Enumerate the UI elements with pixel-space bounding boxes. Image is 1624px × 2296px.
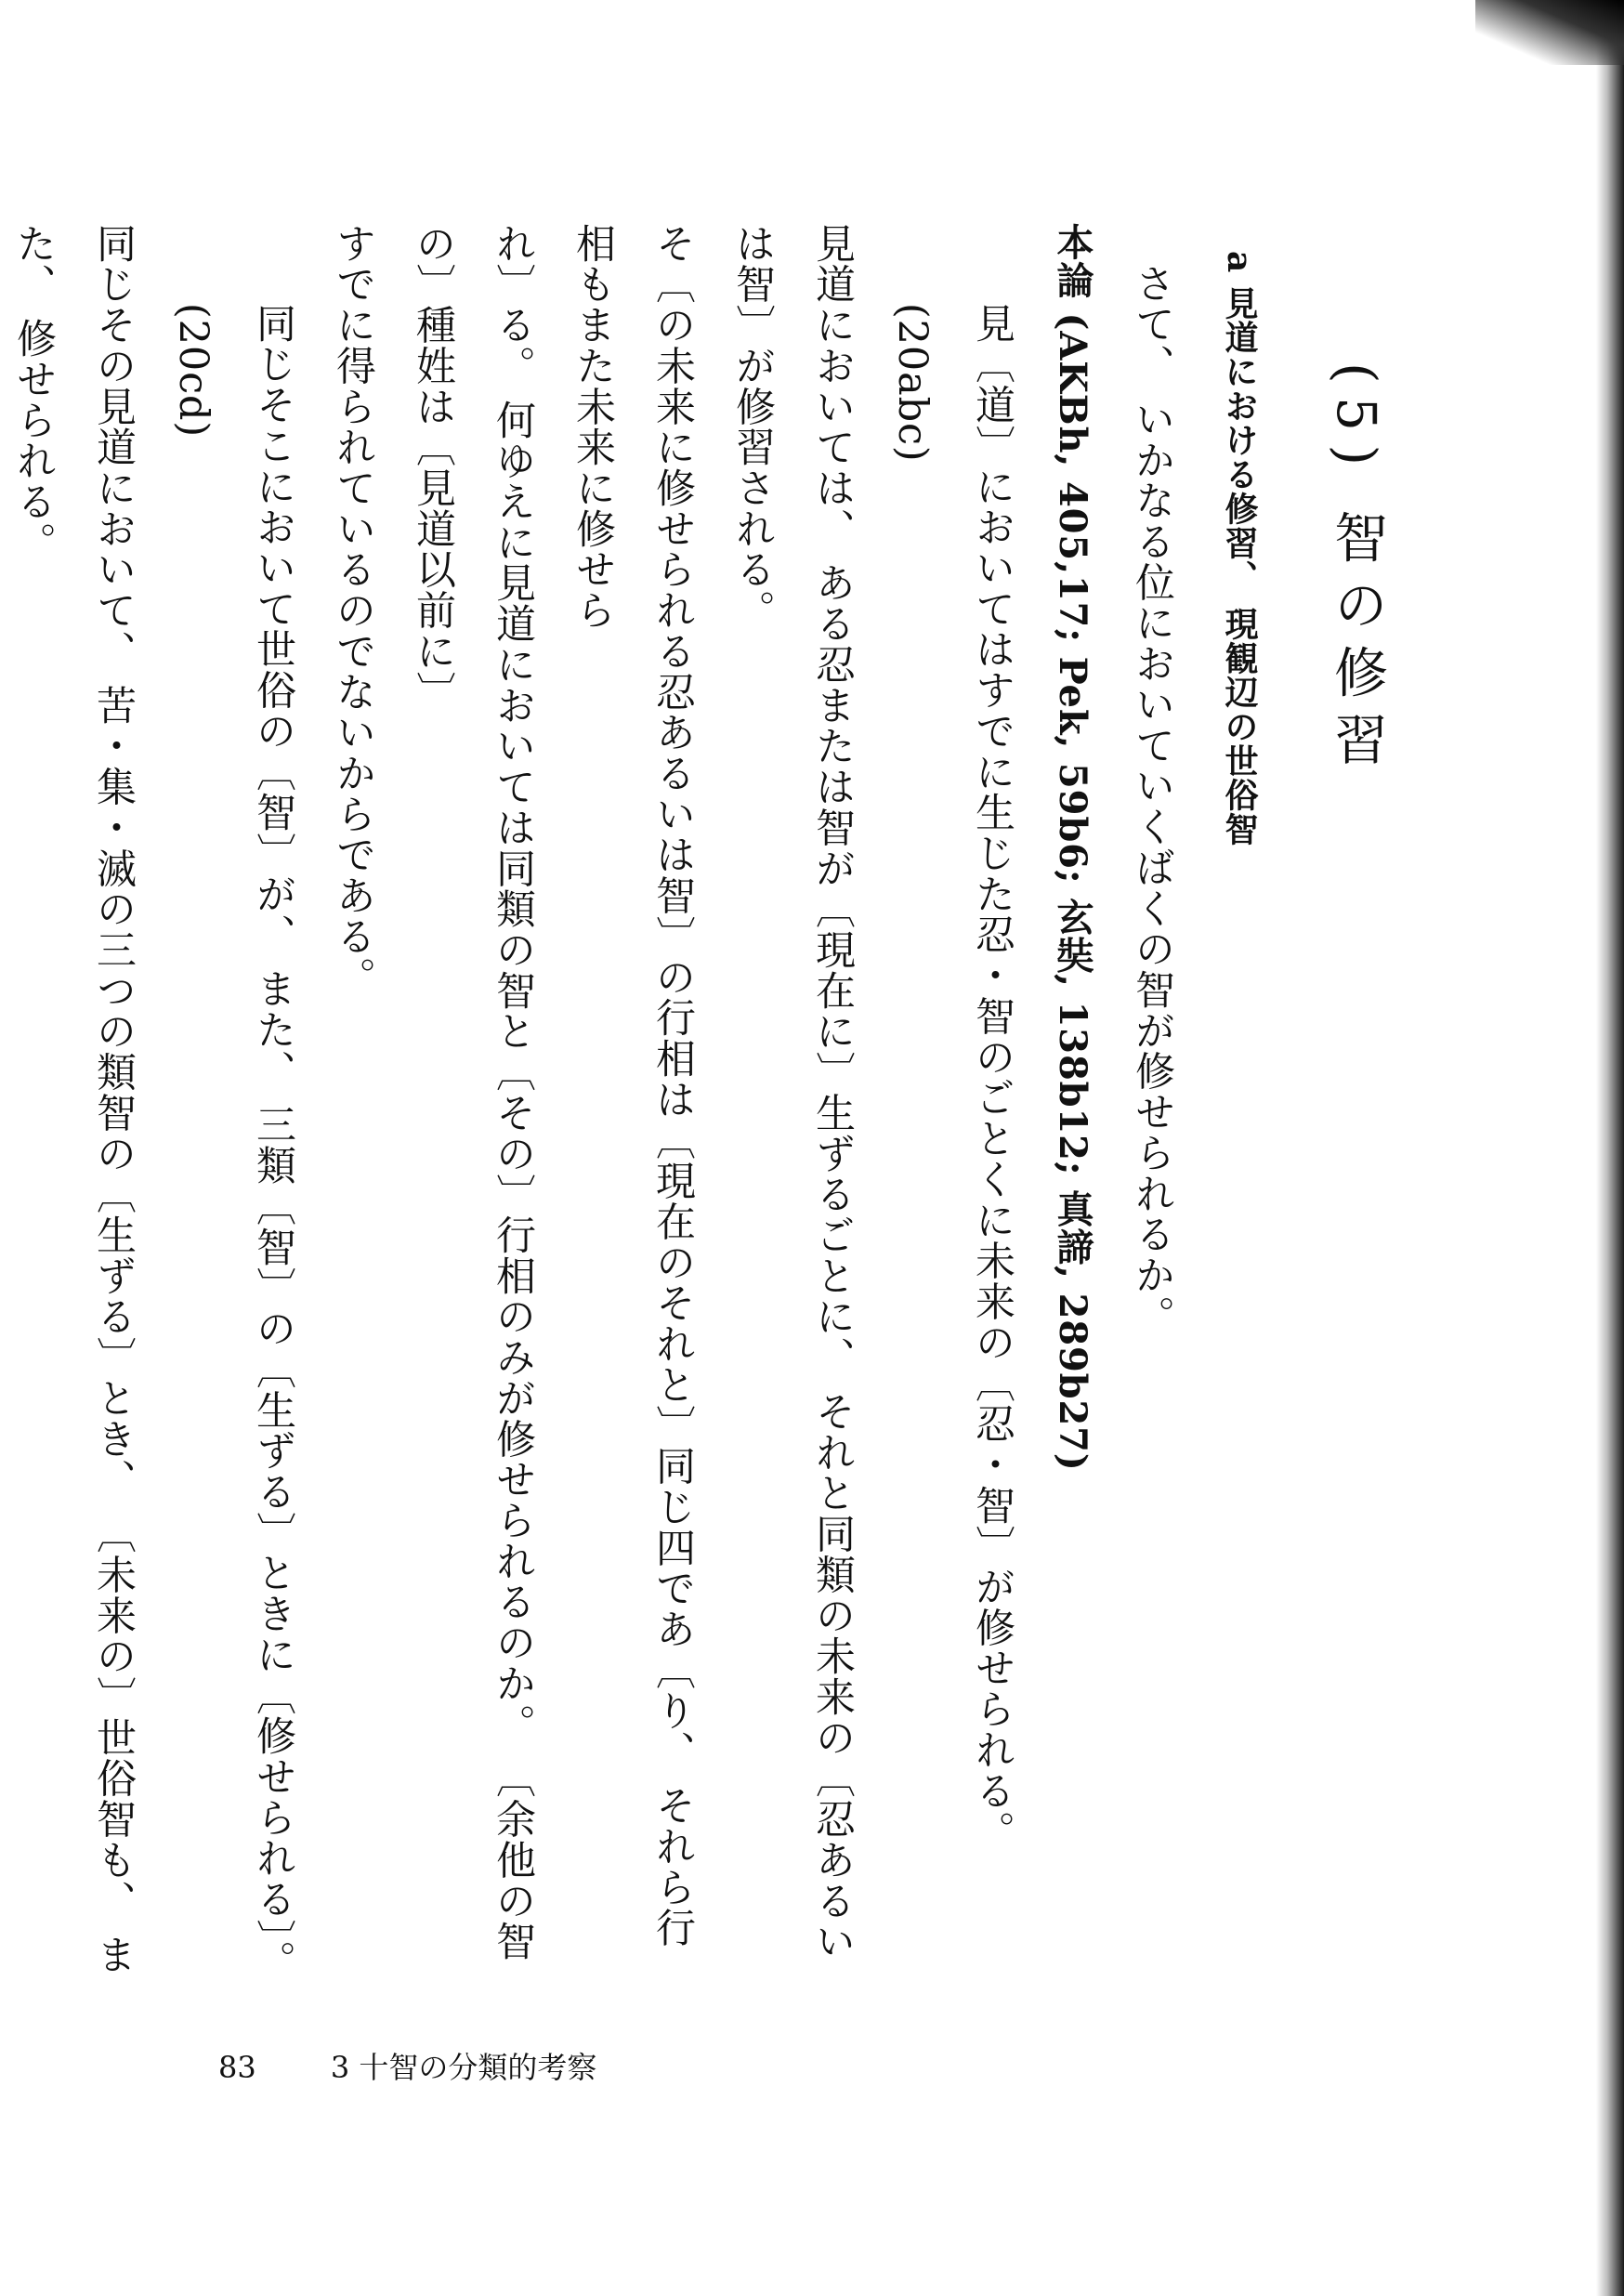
page-footer	[218, 2044, 661, 2087]
subsection-title: 見道における修習、 現観辺の世俗智	[1220, 285, 1259, 846]
text-line: 見道においては、 ある忍または智が〔現在に〕生ずるごとに、 それと同類の未来の〔忍あるいは智〕が修習される。	[729, 223, 856, 1962]
scan-edge-shadow	[1596, 0, 1624, 2296]
text-line: すでに得られているのでないからである。	[330, 223, 376, 998]
chapter-title: 3 十智の分類的考察	[330, 2050, 597, 2085]
subsection-heading	[1199, 223, 1279, 1988]
section-title: (5) 智の修習	[1325, 362, 1388, 780]
subsection-letter: a	[1220, 251, 1259, 274]
text-line: そ〔の未来に修せられる忍あるいは智〕の行相は〔現在のそれと〕同じ四であ〔り、 それら行相もまた未来に修せら	[570, 223, 696, 1948]
text-line: さて、 いかなる位においていくばくの智が修せられるか。	[1129, 263, 1175, 1336]
text-line: れ〕る。 何ゆえに見道においては同類の智と〔その〕行相のみが修せられるのか。 〔余他の智の〕種姓は〔見道以前に〕	[410, 223, 536, 1962]
source-reference-line: 本論 (AKBh, 405,17; Pek, 59b6; 玄奘, 138b12; 真諦, 289b27)	[1051, 223, 1094, 1472]
verse-line: 同じそこにおいて世俗の〔智〕が、 また、 三類〔智〕の〔生ずる〕ときに〔修せられる〕。 (20cd)	[170, 303, 296, 1981]
scan-corner-shadow	[1475, 0, 1624, 65]
page-number: 83	[218, 2050, 256, 2085]
vertical-text-body	[10, 223, 1396, 1988]
text-line: 同じその見道において、 苦・集・滅の三つの類智の〔生ずる〕とき、 〔未来の〕世俗智も、 また、 修せられる。	[10, 223, 137, 1975]
verse-line: 見〔道〕においてはすでに生じた忍・智のごとくに未来の〔忍・智〕が修せられる。 (20abc)	[889, 303, 1015, 1852]
